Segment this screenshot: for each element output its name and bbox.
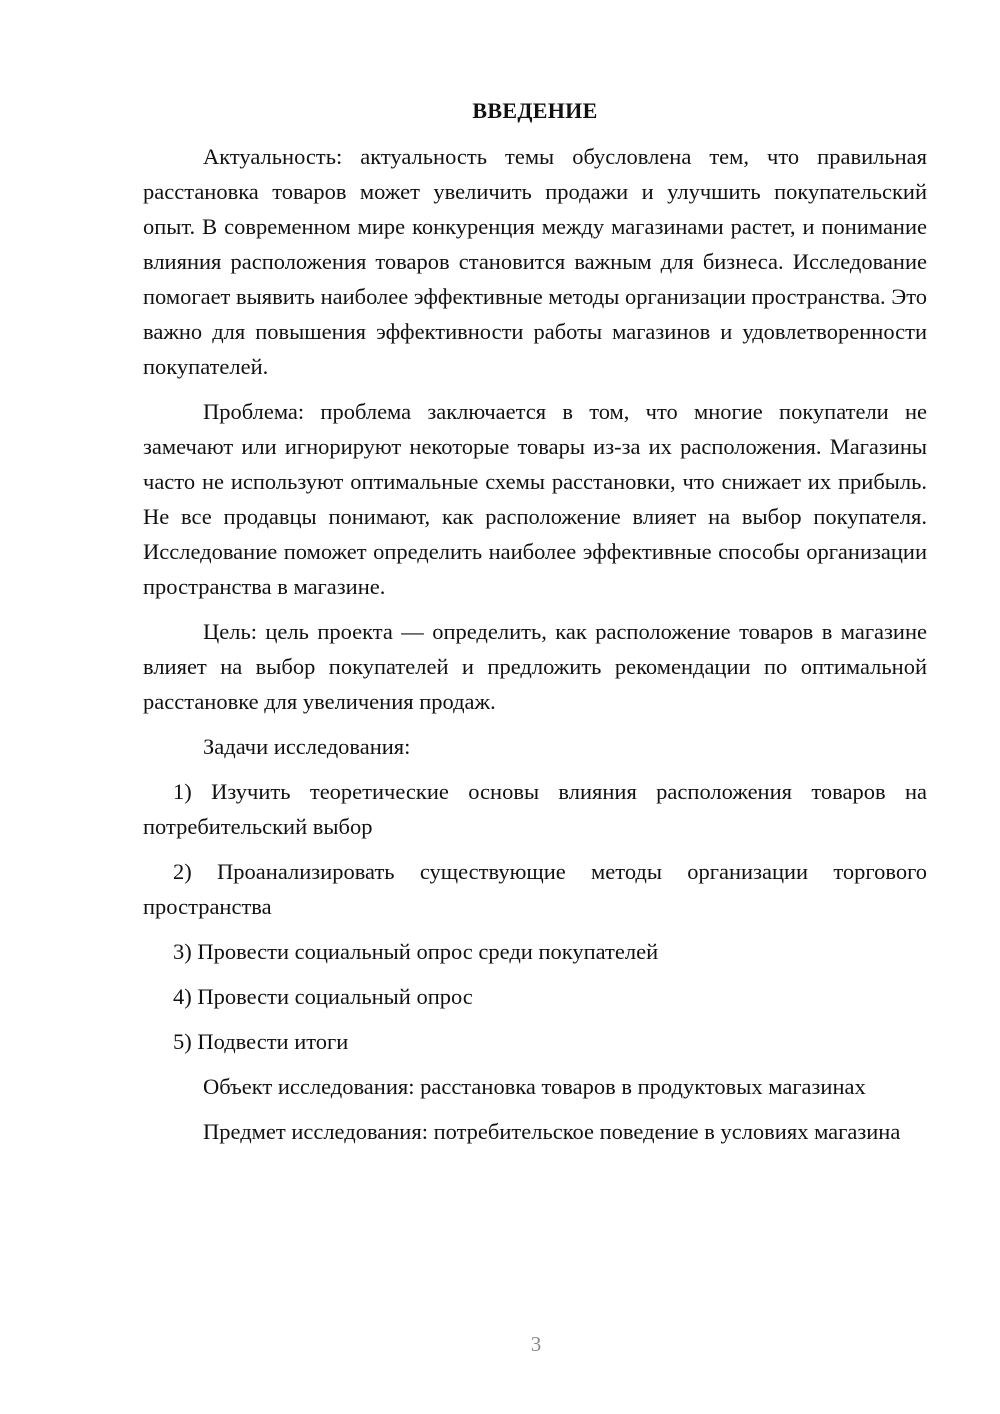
task-item-1: 1) Изучить теоретические основы влияния расположения товаров на потребительский выбор: [143, 779, 927, 839]
task-item-5: 5) Подвести итоги: [173, 1029, 349, 1054]
tasks-heading: Задачи исследования:: [203, 734, 411, 759]
problem-paragraph: Проблема: проблема заключается в том, что многие покупатели не замечают или игнорируют некоторые товары из-за их расположения. Магазины часто не используют оптимальные схемы расстановки, что снижает их прибыль. Не все продавцы понимают, как расположение влияет на выбор покупателя. Исследование поможет определить наиболее эффективные способы организации пространства в магазине.: [143, 399, 927, 599]
task-item-2: 2) Проанализировать существующие методы организации торгового пространства: [143, 859, 927, 919]
research-subject-paragraph: Предмет исследования: потребительское поведение в условиях магазина: [203, 1119, 901, 1144]
page-title: ВВЕДЕНИЕ: [472, 98, 598, 123]
research-object-paragraph: Объект исследования: расстановка товаров в продуктовых магазинах: [203, 1074, 866, 1099]
page-number: 3: [530, 1332, 542, 1356]
relevance-paragraph: Актуальность: актуальность темы обусловлена тем, что правильная расстановка товаров может увеличить продажи и улучшить покупательский опыт. В современном мире конкуренция между магазинами растет, и понимание влияния расположения товаров становится важным для бизнеса. Исследование помогает выявить наиболее эффективные методы организации пространства. Это важно для повышения эффективности работы магазинов и удовлетворенности покупателей.: [143, 144, 927, 379]
task-item-3: 3) Провести социальный опрос среди покупателей: [173, 939, 659, 964]
goal-paragraph: Цель: цель проекта — определить, как расположение товаров в магазине влияет на выбор покупателей и предложить рекомендации по оптимальной расстановке для увеличения продаж.: [143, 619, 927, 714]
document-page: [143, 95, 927, 1159]
task-item-4: 4) Провести социальный опрос: [173, 984, 473, 1009]
